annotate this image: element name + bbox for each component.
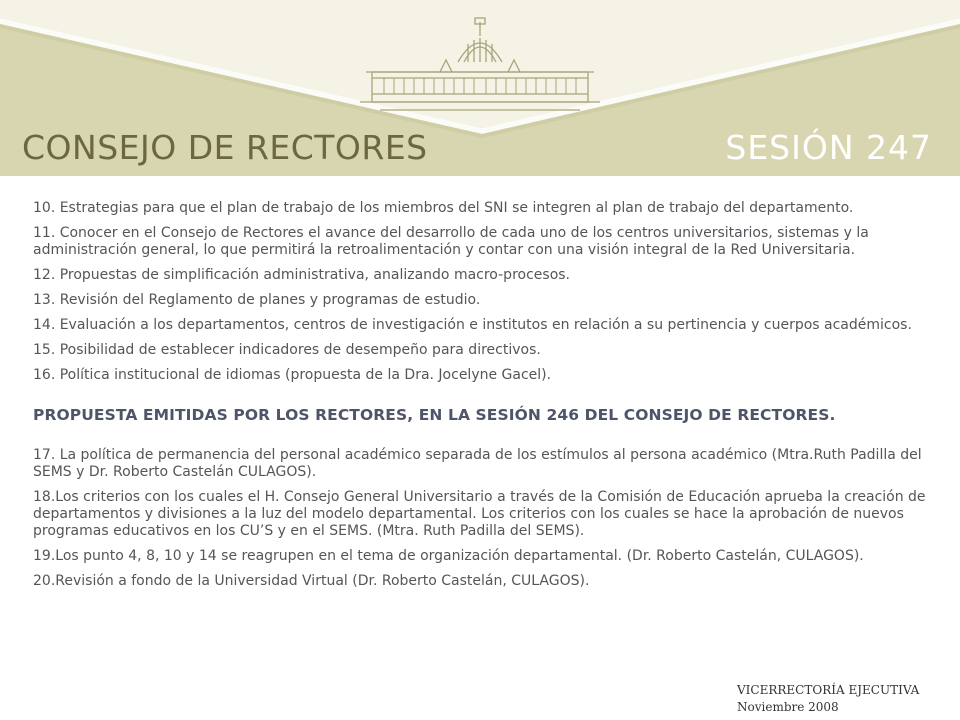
list-item-20: 20.Revisión a fondo de la Universidad Virtual (Dr. Roberto Castelán, CULAGOS). bbox=[33, 573, 590, 589]
footer-date: Noviembre 2008 bbox=[737, 700, 839, 714]
list-item-18: 18.Los criterios con los cuales el H. Consejo General Universitario a través de la Comisión de Educación aprueba la creación de departamentos y divisiones a la luz del modelo departamental. Los criterios con los cuales se hace la aprobación de nuevos programas educativos en los CU’S y en el SEMS. (Mtra. Ruth Padilla del SEMS). bbox=[33, 489, 926, 539]
list-item-15: 15. Posibilidad de establecer indicadores de desempeño para directivos. bbox=[33, 342, 541, 358]
page-title: CONSEJO DE RECTORES bbox=[22, 128, 428, 167]
footer-office: VICERRECTORÍA EJECUTIVA bbox=[737, 683, 920, 697]
list-item-14: 14. Evaluación a los departamentos, centros de investigación e institutos en relación a su pertinencia y cuerpos académicos. bbox=[33, 317, 912, 333]
content-body bbox=[33, 200, 929, 598]
building-logo-icon bbox=[360, 14, 600, 119]
list-item-16: 16. Política institucional de idiomas (propuesta de la Dra. Jocelyne Gacel). bbox=[33, 367, 552, 383]
list-item-13: 13. Revisión del Reglamento de planes y programas de estudio. bbox=[33, 292, 481, 308]
list-item-10: 10. Estrategias para que el plan de trabajo de los miembros del SNI se integren al plan de trabajo del departamento. bbox=[33, 200, 854, 216]
section-heading: PROPUESTA EMITIDAS POR LOS RECTORES, EN LA SESIÓN 246 DEL CONSEJO DE RECTORES. bbox=[33, 406, 836, 424]
footer-credit bbox=[737, 682, 919, 716]
list-item-11: 11. Conocer en el Consejo de Rectores el avance del desarrollo de cada uno de los centros universitarios, sistemas y la administración general, lo que permitirá la retroalimentación y contar con una visión integral de la Red Universitaria. bbox=[33, 225, 869, 258]
session-label: SESIÓN 247 bbox=[725, 128, 932, 167]
list-item-17: 17. La política de permanencia del personal académico separada de los estímulos al persona académico (Mtra.Ruth Padilla del SEMS y Dr. Roberto Castelán CULAGOS). bbox=[33, 447, 922, 480]
list-item-19: 19.Los punto 4, 8, 10 y 14 se reagrupen en el tema de organización departamental. (Dr. Roberto Castelán, CULAGOS). bbox=[33, 548, 864, 564]
header-banner bbox=[0, 0, 960, 176]
list-item-12: 12. Propuestas de simplificación administrativa, analizando macro-procesos. bbox=[33, 267, 570, 283]
